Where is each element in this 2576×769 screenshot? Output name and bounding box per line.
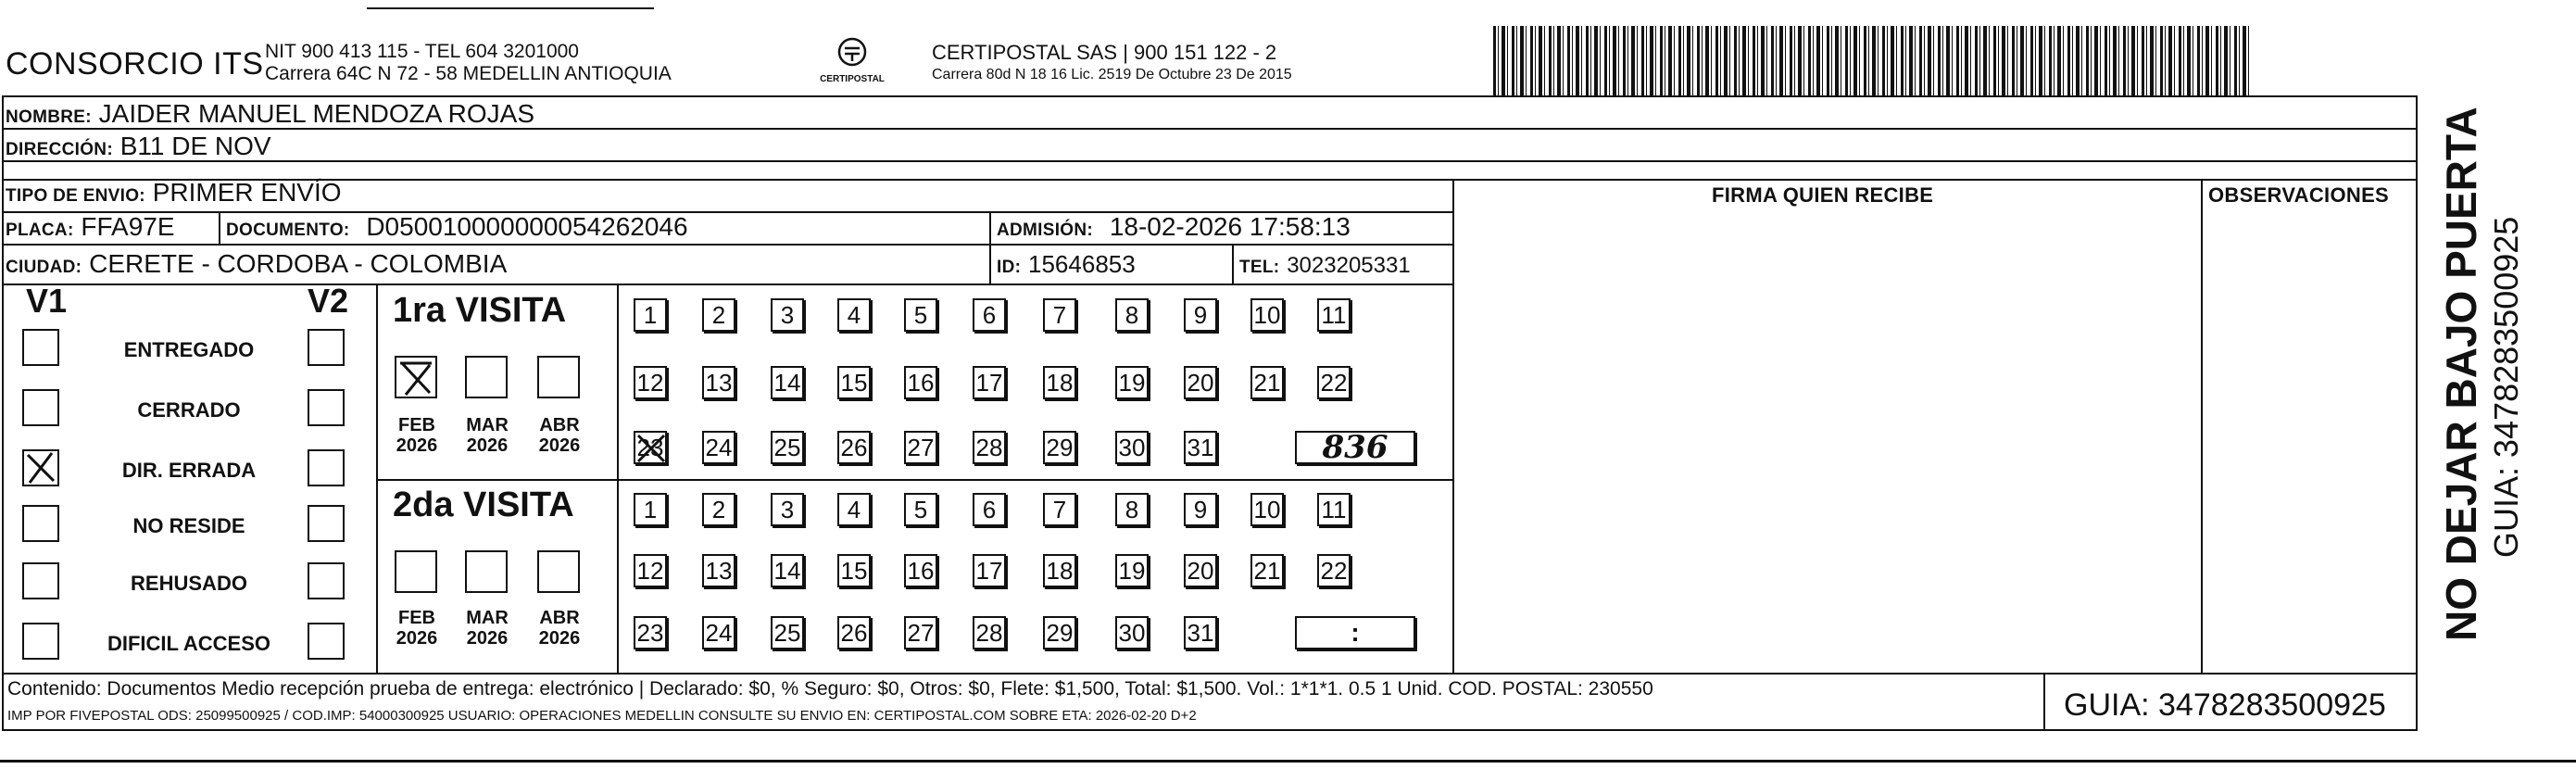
month-label: MAR 2026: [466, 415, 509, 456]
first-visit-day-box[interactable]: 23: [634, 431, 667, 464]
month-label: MAR 2026: [466, 608, 509, 649]
id-field: [997, 250, 1136, 282]
second-visit-day-box[interactable]: 25: [771, 616, 804, 649]
first-visit-day-box[interactable]: 16: [904, 366, 937, 399]
certipostal-logo: [813, 35, 891, 89]
second-visit-day-box[interactable]: 2: [702, 493, 735, 526]
first-visit-day-box[interactable]: 13: [702, 366, 735, 399]
first-visit-day-box[interactable]: 2: [702, 298, 735, 332]
first-visit-day-box[interactable]: 31: [1184, 431, 1217, 464]
v1-checkbox[interactable]: [22, 389, 59, 426]
first-visit-month-checkbox[interactable]: [395, 356, 437, 398]
v2-checkbox[interactable]: [308, 449, 345, 486]
first-visit-day-box[interactable]: 20: [1184, 366, 1217, 399]
first-visit-day-box[interactable]: 30: [1115, 431, 1149, 464]
placa-value: FFA97E: [81, 212, 175, 241]
v1-header: V1: [26, 282, 68, 320]
second-visit-day-box[interactable]: 22: [1317, 554, 1351, 587]
id-value: 15646853: [1028, 250, 1136, 278]
nombre-field: [6, 100, 534, 132]
status-label: DIR. ERRADA: [121, 459, 257, 482]
footer-print-info: IMP POR FIVEPOSTAL ODS: 25099500925 / COD.IMP: 54000300925 USUARIO: OPERACIONES MEDELLIN CONSULTE SU ENVIO EN: CERTIPOSTAL.COM SOBRE ETA: 2026-02-20 D+2: [7, 708, 1197, 724]
second-visit-day-box[interactable]: 4: [837, 493, 871, 526]
second-visit-day-box[interactable]: 8: [1115, 493, 1149, 526]
v2-checkbox[interactable]: [308, 562, 345, 599]
second-visit-day-box[interactable]: 23: [634, 616, 667, 649]
v1-checkbox[interactable]: [22, 623, 59, 660]
second-visit-day-box[interactable]: 31: [1184, 616, 1217, 649]
carrier-address: Carrera 80d N 18 16 Lic. 2519 De Octubre 23 De 2015: [932, 67, 1292, 82]
tel-value: 3023205331: [1287, 253, 1411, 278]
second-visit-day-box[interactable]: 12: [634, 554, 667, 587]
col-divider: [1232, 244, 1234, 284]
ciudad-value: CERETE - CORDOBA - COLOMBIA: [89, 249, 508, 278]
second-visit-day-box[interactable]: 13: [702, 554, 735, 587]
check-x-icon: [396, 358, 435, 397]
month-label: ABR 2026: [538, 415, 581, 456]
second-visit-day-box[interactable]: 30: [1115, 616, 1149, 649]
page-bottom-rule: [0, 760, 2576, 763]
month-label: ABR 2026: [538, 608, 581, 649]
ciudad-label: CIUDAD:: [6, 258, 82, 277]
first-visit-month-checkbox[interactable]: [537, 356, 580, 398]
first-visit-day-box[interactable]: 21: [1250, 366, 1284, 399]
first-visit-day-box[interactable]: 8: [1115, 298, 1149, 332]
svg-text:CERTIPOSTAL: CERTIPOSTAL: [820, 74, 885, 84]
row-divider: [2, 179, 2418, 181]
first-visit-day-box[interactable]: 26: [837, 431, 871, 464]
tel-field: [1239, 250, 1411, 282]
v2-checkbox[interactable]: [308, 505, 345, 542]
second-visit-day-box[interactable]: 26: [837, 616, 871, 649]
second-visit-day-box[interactable]: 19: [1115, 554, 1149, 587]
second-visit-day-box[interactable]: 9: [1184, 493, 1217, 526]
v2-checkbox[interactable]: [308, 329, 345, 366]
second-visit-day-box[interactable]: 29: [1043, 616, 1076, 649]
check-x-icon: [24, 451, 57, 485]
second-visit-day-box[interactable]: 3: [771, 493, 804, 526]
second-visit-day-box[interactable]: 11: [1317, 493, 1351, 526]
second-visit-month-checkbox[interactable]: [395, 550, 437, 593]
first-visit-day-box[interactable]: 28: [973, 431, 1006, 464]
row-divider: [2, 284, 1454, 285]
second-visit-month-checkbox[interactable]: [465, 550, 508, 593]
direccion-value: B11 DE NOV: [119, 132, 271, 160]
side-warning: NO DEJAR BAJO PUERTA: [2437, 107, 2485, 641]
col-divider: [2201, 179, 2203, 674]
v2-checkbox[interactable]: [308, 623, 345, 660]
col-divider: [2043, 673, 2045, 731]
direccion-field: [6, 132, 271, 164]
second-visit-day-box[interactable]: 24: [702, 616, 735, 649]
barcode: [1493, 26, 2249, 95]
first-visit-month-checkbox[interactable]: [465, 356, 508, 398]
footer-divider: [2, 673, 2418, 674]
second-visit-day-box[interactable]: 21: [1250, 554, 1284, 587]
first-visit-day-box[interactable]: 19: [1115, 366, 1149, 399]
first-visit-day-box[interactable]: 24: [702, 431, 735, 464]
first-visit-day-box[interactable]: 9: [1184, 298, 1217, 332]
status-label: REHUSADO: [131, 572, 247, 595]
month-label: FEB 2026: [396, 608, 438, 649]
nombre-label: NOMBRE:: [6, 107, 92, 127]
second-visit-day-box[interactable]: 1: [634, 493, 667, 526]
documento-field: [226, 213, 688, 245]
placa-field: [6, 213, 175, 245]
status-label: ENTREGADO: [123, 338, 255, 361]
col-divider: [1452, 179, 1454, 674]
second-visit-day-box[interactable]: 10: [1250, 493, 1284, 526]
status-label: CERRADO: [137, 398, 241, 422]
nombre-value: JAIDER MANUEL MENDOZA ROJAS: [98, 99, 535, 128]
id-label: ID:: [997, 258, 1022, 277]
check-x-icon: [635, 433, 667, 464]
side-guia: GUIA: 3478283500925: [2487, 216, 2525, 558]
v2-checkbox[interactable]: [308, 389, 345, 426]
company-name: CONSORCIO ITS: [6, 46, 264, 82]
placa-label: PLACA:: [6, 221, 74, 240]
company-nit: NIT 900 413 115 - TEL 604 3201000: [265, 41, 579, 62]
footer-guia: GUIA: 3478283500925: [2064, 687, 2386, 723]
v1-checkbox[interactable]: [22, 449, 59, 486]
first-visit-day-box[interactable]: 3: [771, 298, 804, 332]
header-rule: [367, 7, 654, 9]
first-visit-day-box[interactable]: 17: [973, 366, 1006, 399]
first-visit-day-box[interactable]: 10: [1250, 298, 1284, 332]
second-visit-day-box[interactable]: 5: [904, 493, 937, 526]
col-divider: [376, 284, 378, 673]
first-visit-day-box[interactable]: 15: [837, 366, 871, 399]
second-visit-day-box[interactable]: 20: [1184, 554, 1217, 587]
admision-value: 18-02-2026 17:58:13: [1109, 212, 1351, 241]
first-visit-day-box[interactable]: 7: [1043, 298, 1076, 332]
direccion-label: DIRECCIÓN:: [6, 140, 113, 159]
second-visit-day-box[interactable]: 6: [973, 493, 1006, 526]
second-visit-day-box[interactable]: 27: [904, 616, 937, 649]
second-visit-month-checkbox[interactable]: [537, 550, 580, 593]
first-visit-day-box[interactable]: 29: [1043, 431, 1076, 464]
second-visit-title: 2da VISITA: [393, 485, 574, 524]
second-visit-day-box[interactable]: 15: [837, 554, 871, 587]
v2-header: V2: [308, 282, 349, 320]
visit-divider: [378, 479, 1454, 481]
v1-checkbox[interactable]: [22, 505, 59, 542]
second-visit-day-box[interactable]: 7: [1043, 493, 1076, 526]
admision-label: ADMISIÓN:: [997, 221, 1094, 240]
first-visit-day-box[interactable]: 14: [771, 366, 804, 399]
second-visit-day-box[interactable]: 28: [973, 616, 1006, 649]
col-divider: [989, 211, 991, 284]
firma-label: FIRMA QUIEN RECIBE: [1712, 183, 1934, 207]
first-visit-day-box[interactable]: 22: [1317, 366, 1351, 399]
documento-value: D050010000000054262046: [366, 212, 688, 241]
ciudad-field: [6, 250, 507, 282]
tipo-envio-field: [6, 179, 342, 210]
first-visit-day-box[interactable]: 12: [634, 366, 667, 399]
tipo-envio-value: PRIMER ENVÍO: [152, 178, 342, 207]
first-visit-day-box[interactable]: 1: [634, 298, 667, 332]
observaciones-label: OBSERVACIONES: [2208, 183, 2390, 207]
footer-content: Contenido: Documentos Medio recepción prueba de entrega: electrónico | Declarado: $0, % Seguro: $0, Otros: $0, Flete: $1,500, Total: $1,500. Vol.: 1*1*1. 0.5 1 Unid. COD. POSTAL: 230550: [7, 678, 1653, 700]
first-visit-day-box[interactable]: 18: [1043, 366, 1076, 399]
second-visit-day-box[interactable]: 17: [973, 554, 1006, 587]
first-visit-time-box[interactable]: 836: [1295, 431, 1415, 464]
first-visit-day-box[interactable]: 6: [973, 298, 1006, 332]
documento-label: DOCUMENTO:: [226, 221, 350, 240]
first-visit-day-box[interactable]: 27: [904, 431, 937, 464]
second-visit-day-box[interactable]: 18: [1043, 554, 1076, 587]
company-address: Carrera 64C N 72 - 58 MEDELLIN ANTIOQUIA: [265, 63, 672, 84]
col-divider: [617, 284, 619, 673]
v1-checkbox[interactable]: [22, 329, 59, 366]
second-visit-day-box[interactable]: 16: [904, 554, 937, 587]
first-visit-day-box[interactable]: 11: [1317, 298, 1351, 332]
col-divider: [219, 211, 220, 244]
tel-label: TEL:: [1239, 258, 1280, 277]
first-visit-day-box[interactable]: 4: [837, 298, 871, 332]
first-visit-day-box[interactable]: 25: [771, 431, 804, 464]
admision-field: [997, 213, 1351, 245]
tipo-envio-label: TIPO DE ENVIO:: [6, 186, 145, 206]
row-divider: [2, 160, 2418, 162]
month-label: FEB 2026: [396, 415, 438, 456]
second-visit-day-box[interactable]: 14: [771, 554, 804, 587]
status-label: NO RESIDE: [132, 514, 245, 537]
status-label: DIFICIL ACCESO: [107, 632, 270, 655]
carrier-name: CERTIPOSTAL SAS | 900 151 122 - 2: [932, 41, 1277, 64]
first-visit-day-box[interactable]: 5: [904, 298, 937, 332]
first-visit-title: 1ra VISITA: [393, 291, 567, 330]
v1-checkbox[interactable]: [22, 562, 59, 599]
second-visit-time-box[interactable]: :: [1295, 616, 1415, 649]
